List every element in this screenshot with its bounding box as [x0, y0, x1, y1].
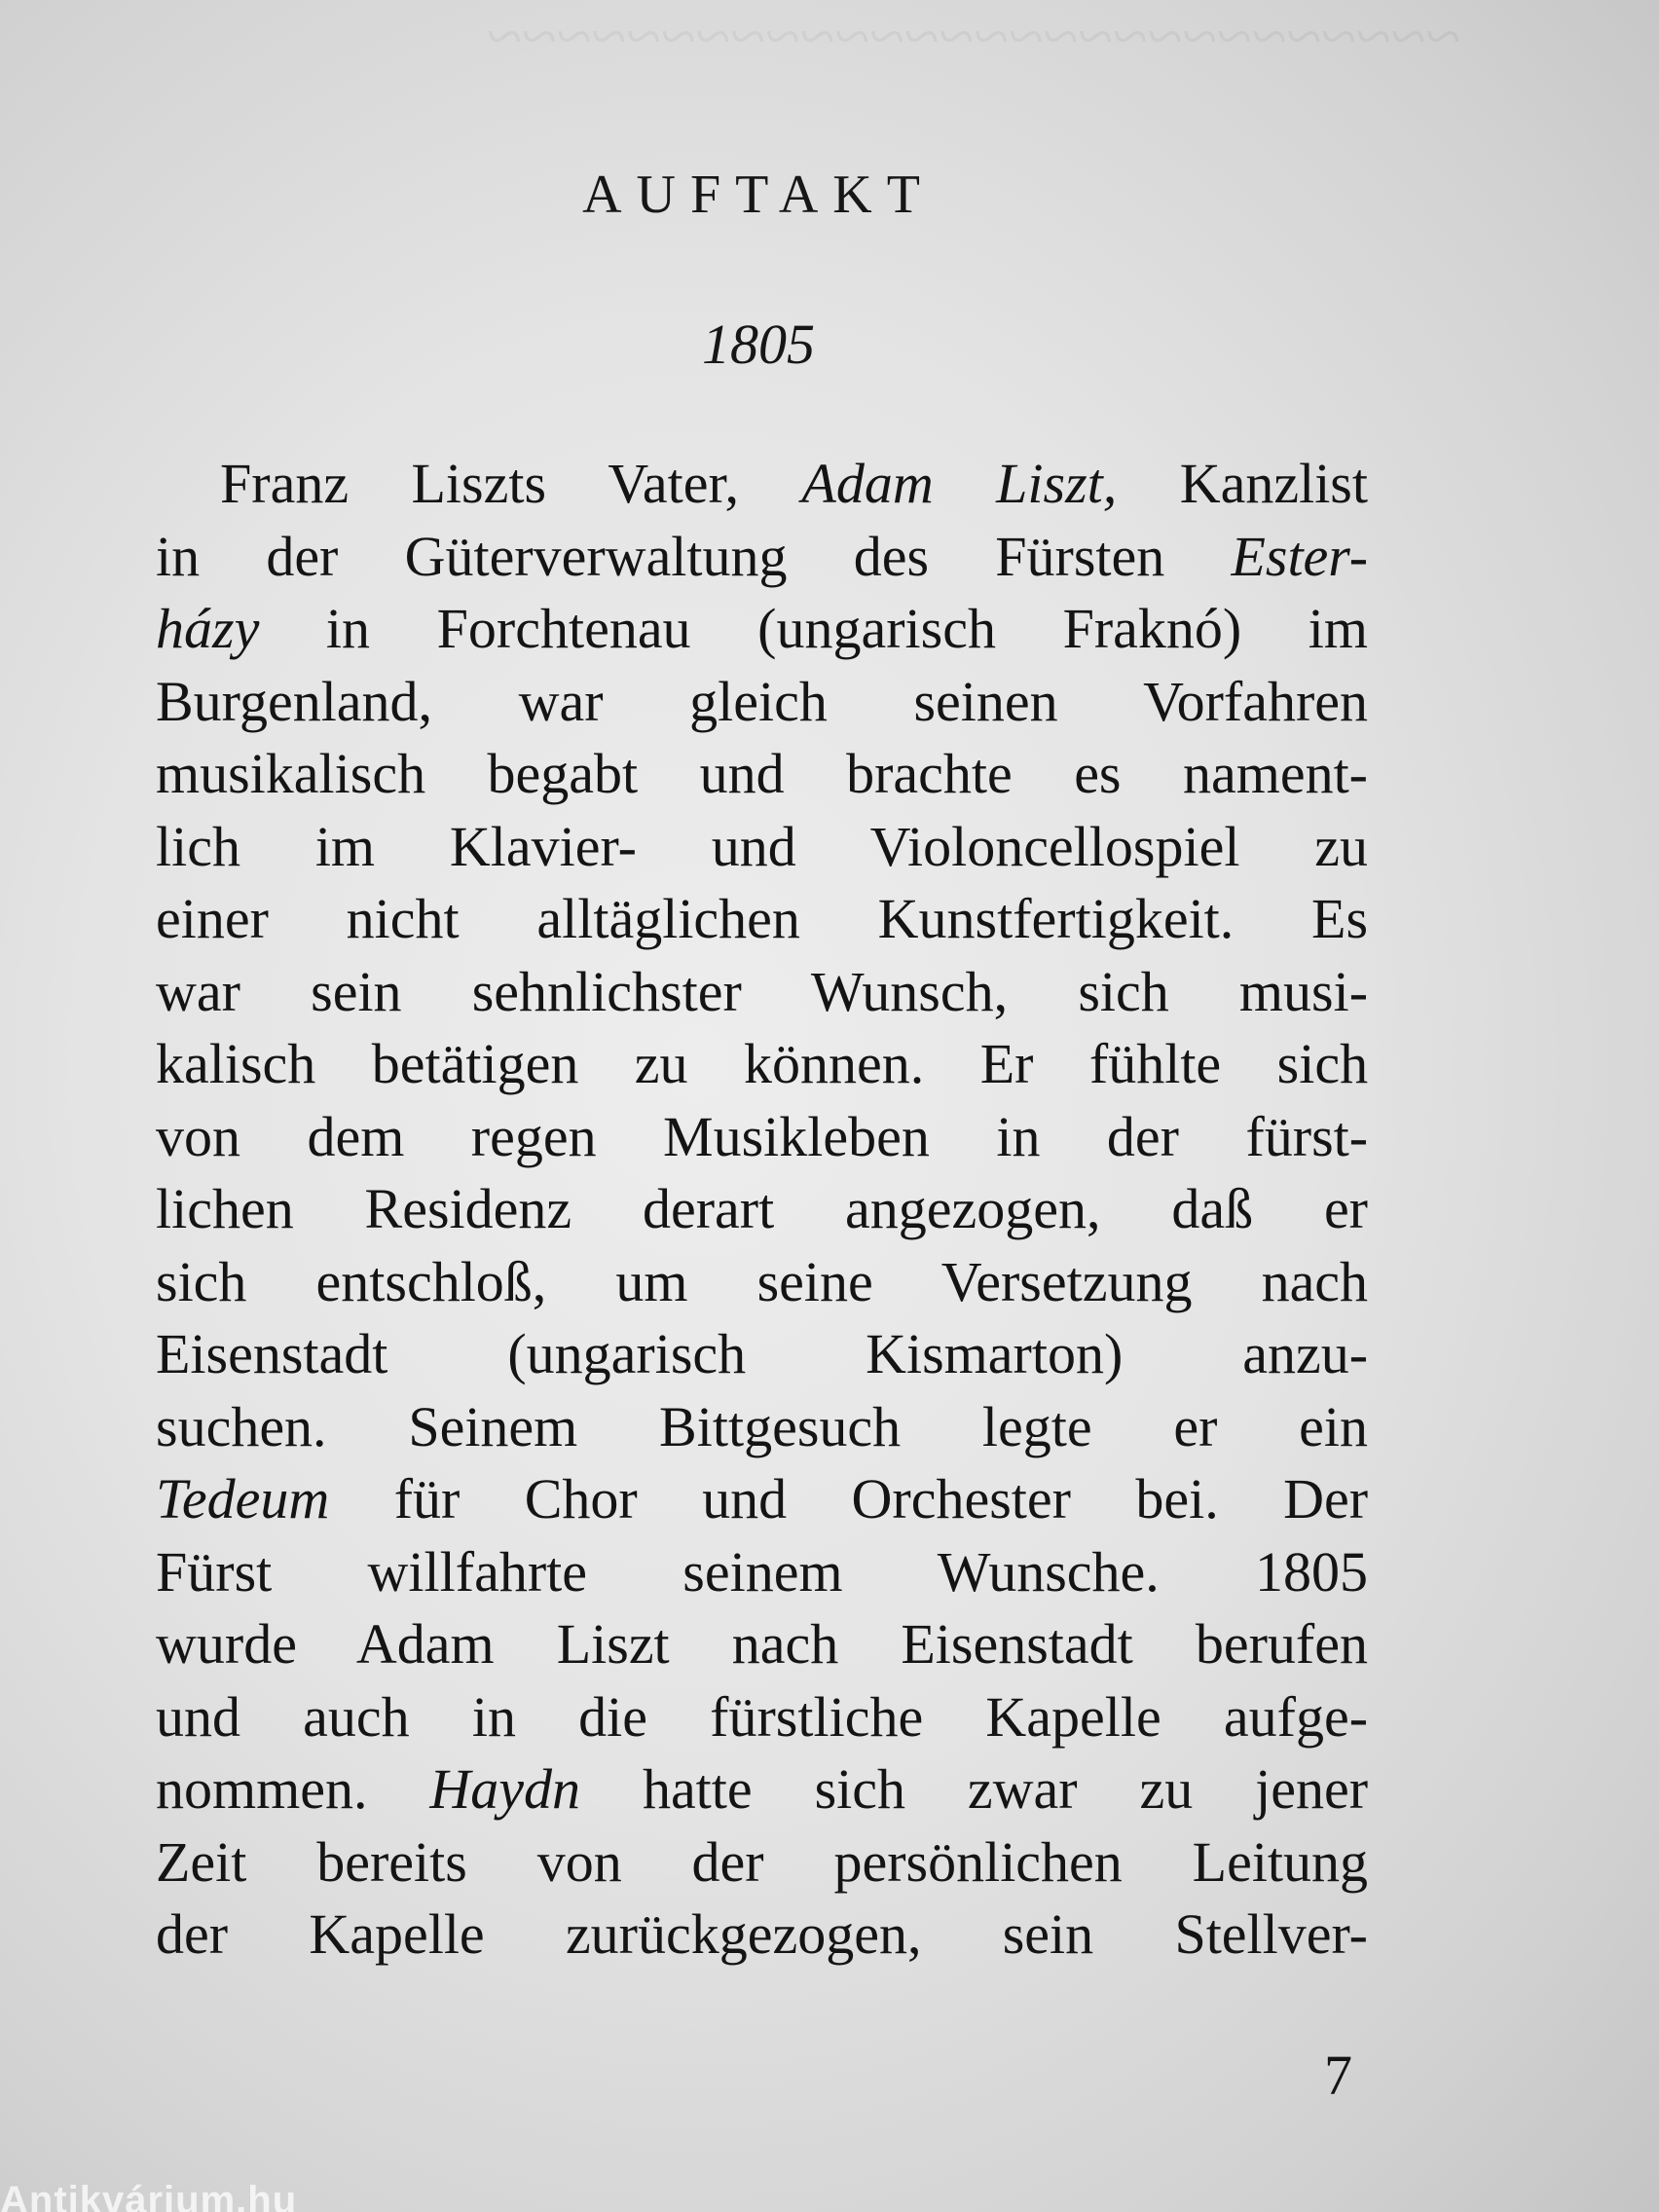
text-line: [156, 1608, 1368, 1681]
word: die: [578, 1684, 647, 1749]
show-through-text: ~~~~~~~~~~~~~~~~~~~~~~~~~~~~: [487, 1, 1460, 72]
word: seine: [756, 1249, 873, 1313]
word: zwar: [967, 1757, 1078, 1821]
word: Adam: [355, 1612, 495, 1676]
word: nicht: [346, 887, 460, 950]
word: der: [266, 524, 339, 588]
word: im: [314, 814, 376, 878]
word: fürst-: [1245, 1104, 1369, 1168]
text-line: [156, 738, 1368, 811]
word: betätigen: [371, 1032, 579, 1095]
word: sich: [814, 1757, 905, 1821]
word: ein: [1299, 1394, 1369, 1458]
word: fürstliche: [710, 1684, 924, 1749]
word: nament-: [1182, 742, 1368, 805]
word: Kunstfertigkeit.: [877, 887, 1235, 950]
word: alltäglichen: [536, 887, 800, 950]
word: war: [156, 959, 240, 1023]
word: (ungarisch: [757, 597, 996, 660]
word: aufge-: [1223, 1684, 1369, 1749]
text-line: [156, 1753, 1368, 1826]
word: Güterverwaltung: [404, 524, 788, 588]
word: Bittgesuch: [659, 1394, 902, 1458]
word: auch: [303, 1684, 410, 1749]
word: und: [702, 1467, 788, 1530]
text-line: [156, 1318, 1368, 1391]
text-line: [156, 883, 1368, 956]
word: Seinem: [408, 1394, 578, 1458]
page-number: 7: [1324, 2044, 1352, 2107]
text-line: [156, 1463, 1368, 1536]
word: begabt: [487, 742, 639, 805]
chapter-title: AUFTAKT: [582, 165, 935, 225]
word: (ungarisch: [507, 1322, 747, 1385]
text-line: [156, 666, 1368, 739]
year-heading: 1805: [702, 313, 815, 376]
word: sein: [1002, 1902, 1094, 1966]
word: Versetzung: [940, 1249, 1193, 1313]
word: brachte: [846, 742, 1013, 805]
word: derart: [642, 1177, 775, 1240]
word: fühlte: [1088, 1032, 1222, 1095]
word: Vorfahren: [1143, 669, 1369, 733]
text-line: [156, 1246, 1368, 1319]
text-line: [156, 448, 1368, 521]
word: bereits: [316, 1829, 467, 1894]
word: Vater,: [608, 452, 739, 515]
text-line: [156, 1173, 1368, 1246]
word: Burgenland,: [156, 669, 433, 733]
word: Franz: [220, 452, 350, 515]
text-line: [156, 1826, 1368, 1899]
word: von: [536, 1829, 622, 1894]
word: Fürsten: [995, 524, 1165, 588]
word: regen: [470, 1104, 597, 1168]
word: Kapelle: [985, 1684, 1161, 1749]
italic-word: Ester-: [1231, 524, 1369, 588]
text-line: [156, 1028, 1368, 1101]
italic-word: házy: [156, 597, 260, 660]
word: sehnlichster: [471, 959, 742, 1023]
word: Residenz: [364, 1177, 572, 1240]
word: der: [156, 1902, 229, 1966]
word: musikalisch: [156, 742, 426, 805]
watermark: Antikvárium.hu: [0, 2179, 298, 2212]
word: sein: [311, 959, 402, 1023]
word: war: [518, 669, 604, 733]
word: im: [1308, 597, 1369, 660]
word: jener: [1255, 1757, 1369, 1821]
word: um: [615, 1249, 688, 1313]
word: 1805: [1255, 1539, 1369, 1604]
text-line: [156, 1101, 1368, 1174]
word: der: [691, 1829, 764, 1894]
word: nommen.: [156, 1757, 368, 1821]
italic-word: Adam: [801, 452, 934, 515]
word: anzu-: [1242, 1322, 1369, 1385]
word: sich: [1078, 959, 1169, 1023]
word: Er: [979, 1032, 1034, 1095]
text-line: [156, 1536, 1368, 1609]
word: in: [325, 597, 371, 660]
word: zurückgezogen,: [565, 1902, 922, 1966]
text-line: [156, 956, 1368, 1029]
word: persönlichen: [833, 1829, 1123, 1894]
text-line: [156, 593, 1368, 666]
word: sich: [156, 1249, 247, 1313]
word: berufen: [1195, 1612, 1368, 1676]
word: Wunsch,: [810, 959, 1009, 1023]
word: Leitung: [1192, 1829, 1369, 1894]
word: für: [393, 1467, 461, 1530]
text-line: [156, 1899, 1368, 1972]
word: Forchtenau: [436, 597, 691, 660]
word: dem: [307, 1104, 405, 1168]
word: entschloß,: [315, 1249, 547, 1313]
word: Eisenstadt: [901, 1612, 1133, 1676]
word: suchen.: [156, 1394, 327, 1458]
text-line: [156, 1681, 1368, 1754]
word: bei.: [1135, 1467, 1219, 1530]
word: Wunsche.: [937, 1539, 1160, 1604]
word: Orchester: [851, 1467, 1071, 1530]
text-line: [156, 521, 1368, 594]
word: in: [471, 1684, 516, 1749]
body-paragraph: [156, 448, 1368, 1972]
word: er: [1323, 1177, 1368, 1240]
word: zu: [1314, 814, 1369, 878]
word: Es: [1311, 887, 1369, 950]
word: musi-: [1238, 959, 1369, 1023]
word: nach: [731, 1612, 839, 1676]
word: wurde: [156, 1612, 297, 1676]
word: Eisenstadt: [156, 1322, 388, 1385]
word: lichen: [156, 1177, 294, 1240]
word: und: [711, 814, 796, 878]
word: Liszts: [411, 452, 547, 515]
word: Klavier-: [449, 814, 637, 878]
word: kalisch: [156, 1032, 316, 1095]
text-line: [156, 1391, 1368, 1464]
word: seinen: [913, 669, 1058, 733]
text-line: [156, 811, 1368, 884]
word: in: [156, 524, 201, 588]
word: daß: [1171, 1177, 1254, 1240]
word: in: [996, 1104, 1041, 1168]
word: der: [1106, 1104, 1179, 1168]
word: er: [1173, 1394, 1218, 1458]
word: nach: [1261, 1249, 1369, 1313]
word: und: [699, 742, 785, 805]
word: können.: [743, 1032, 925, 1095]
word: zu: [634, 1032, 688, 1095]
word: Liszt: [556, 1612, 670, 1676]
word: Kanzlist: [1179, 452, 1368, 515]
italic-word: Haydn: [429, 1757, 581, 1821]
word: Der: [1283, 1467, 1369, 1530]
word: gleich: [689, 669, 828, 733]
word: es: [1074, 742, 1122, 805]
word: des: [853, 524, 930, 588]
word: Fraknó): [1062, 597, 1242, 660]
word: Stellver-: [1174, 1902, 1368, 1966]
word: seinem: [682, 1539, 843, 1604]
word: Musikleben: [663, 1104, 930, 1168]
word: zu: [1139, 1757, 1194, 1821]
word: Kismarton): [866, 1322, 1124, 1385]
word: legte: [981, 1394, 1092, 1458]
word: angezogen,: [845, 1177, 1101, 1240]
word: Kapelle: [309, 1902, 485, 1966]
word: Fürst: [156, 1539, 273, 1604]
word: Violoncellospiel: [869, 814, 1240, 878]
word: sich: [1276, 1032, 1369, 1095]
word: und: [156, 1684, 240, 1749]
word: willfahrte: [367, 1539, 587, 1604]
word: hatte: [642, 1757, 753, 1821]
word: lich: [156, 814, 240, 878]
word: Chor: [524, 1467, 638, 1530]
word: einer: [156, 887, 269, 950]
word: von: [156, 1104, 240, 1168]
word: Zeit: [156, 1829, 247, 1894]
italic-word: Tedeum: [156, 1467, 330, 1530]
italic-word: Liszt,: [996, 452, 1118, 515]
